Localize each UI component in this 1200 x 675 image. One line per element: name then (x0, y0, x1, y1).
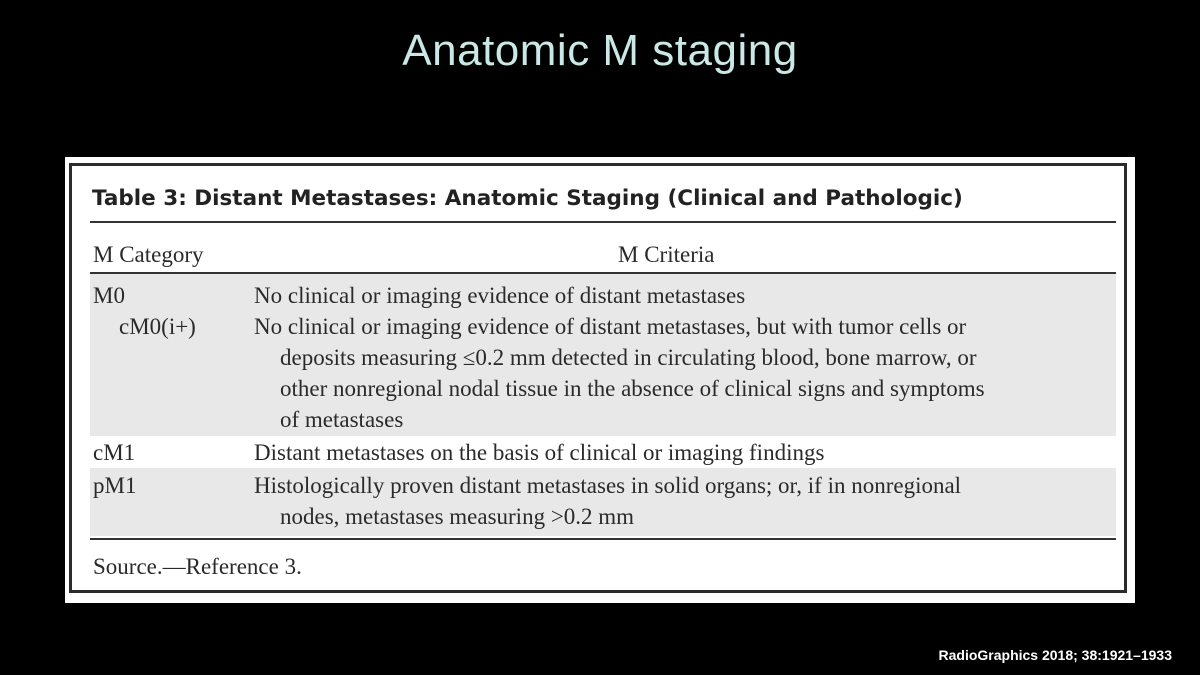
row-criteria-cm0-i-line-2: deposits measuring ≤0.2 mm detected in circulating blood, bone marrow, or (280, 345, 977, 370)
column-header-m-criteria: M Criteria (618, 242, 715, 267)
journal-citation: RadioGraphics 2018; 38:1921–1933 (938, 647, 1172, 663)
row-criteria-pm1-line-1: Histologically proven distant metastases in solid organs; or, if in nonregional (254, 473, 962, 498)
table-image (65, 157, 1135, 603)
row-criteria-cm0-i-line-4: of metastases (280, 407, 404, 432)
row-criteria-cm0-i-line-3: other nonregional nodal tissue in the absence of clinical signs and symptoms (280, 376, 985, 401)
row-criteria-m0-line-1: No clinical or imaging evidence of distant metastases (254, 283, 746, 308)
table-frame (69, 163, 1127, 593)
row-category-pm1: pM1 (93, 473, 137, 498)
row-criteria-pm1-line-2: nodes, metastases measuring >0.2 mm (280, 504, 635, 529)
footer-rule (90, 538, 1116, 540)
table-caption: Table 3: Distant Metastases: Anatomic Staging (Clinical and Pathologic) (92, 186, 963, 211)
column-header-m-category: M Category (93, 242, 204, 267)
row-category-m0: M0 (93, 283, 125, 308)
row-category-cm1: cM1 (93, 440, 136, 465)
table-source-note: Source.—Reference 3. (93, 554, 302, 579)
row-category-cm0-i: cM0(i+) (119, 314, 196, 339)
row-criteria-cm0-i-line-1: No clinical or imaging evidence of distant metastases, but with tumor cells or (254, 314, 967, 339)
slide-title: Anatomic M staging (402, 26, 798, 75)
caption-rule (90, 221, 1116, 223)
row-criteria-cm1-line-1: Distant metastases on the basis of clinical or imaging findings (254, 440, 825, 465)
